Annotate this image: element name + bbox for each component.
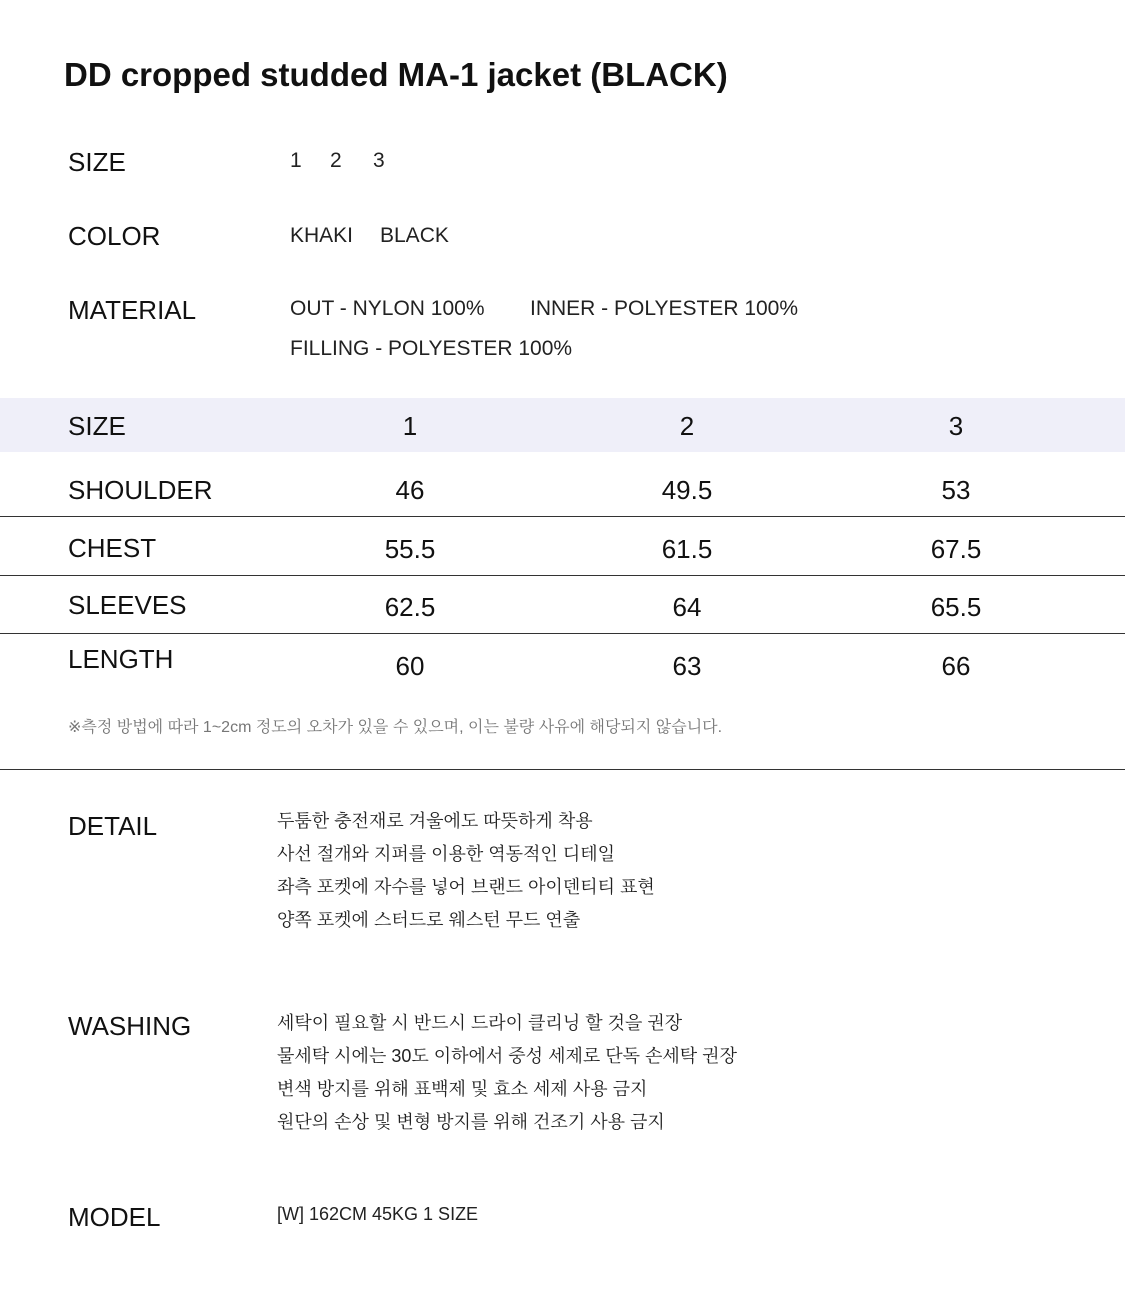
size-label: SIZE xyxy=(68,147,126,177)
washing-line: 원단의 손상 및 변형 방지를 위해 건조기 사용 금지 xyxy=(277,1112,665,1132)
detail-label: DETAIL xyxy=(68,811,158,841)
table-cell: 55.5 xyxy=(384,534,436,564)
detail-line: 사선 절개와 지퍼를 이용한 역동적인 디테일 xyxy=(277,844,615,864)
washing-line: 세탁이 필요할 시 반드시 드라이 클리닝 할 것을 권장 xyxy=(277,1013,683,1033)
table-cell: 67.5 xyxy=(930,534,982,564)
table-cell: 66 xyxy=(941,651,971,681)
table-cell: 46 xyxy=(395,475,425,505)
detail-line: 양쪽 포켓에 스터드로 웨스턴 무드 연출 xyxy=(277,910,581,930)
table-cell: 49.5 xyxy=(661,475,713,505)
model-info: [W] 162CM 45KG 1 SIZE xyxy=(277,1204,479,1224)
material-label: MATERIAL xyxy=(68,295,197,325)
divider xyxy=(0,516,1125,517)
washing-label: WASHING xyxy=(68,1011,192,1041)
detail-line: 두툼한 충전재로 겨울에도 따뜻하게 착용 xyxy=(277,811,593,831)
color-label: COLOR xyxy=(68,221,161,251)
color-black: BLACK xyxy=(380,224,449,247)
size-option-1: 1 xyxy=(290,149,302,172)
washing-text xyxy=(277,1007,737,1139)
color-khaki: KHAKI xyxy=(290,224,354,247)
material-filling: FILLING - POLYESTER 100% xyxy=(290,337,573,360)
material-out: OUT - NYLON 100% xyxy=(290,297,485,320)
table-cell: 63 xyxy=(672,651,702,681)
table-header-size: SIZE xyxy=(68,411,126,441)
detail-line: 좌측 포켓에 자수를 넣어 브랜드 아이덴티티 표현 xyxy=(277,877,655,897)
size-option-3: 3 xyxy=(373,149,385,172)
divider xyxy=(0,769,1125,770)
table-cell: 64 xyxy=(672,592,702,622)
product-title: DD cropped studded MA-1 jacket (BLACK) xyxy=(64,56,728,93)
table-cell: 61.5 xyxy=(661,534,713,564)
washing-line: 변색 방지를 위해 표백제 및 효소 세제 사용 금지 xyxy=(277,1079,648,1099)
measurement-note: ※측정 방법에 따라 1~2cm 정도의 오차가 있을 수 있으며, 이는 불량 사유에 해당되지 않습니다. xyxy=(68,719,723,736)
detail-text xyxy=(277,805,655,937)
table-header-2: 2 xyxy=(679,411,695,441)
row-label-shoulder: SHOULDER xyxy=(68,475,213,505)
row-label-chest: CHEST xyxy=(68,533,157,563)
table-cell: 60 xyxy=(395,651,425,681)
model-label: MODEL xyxy=(68,1202,161,1232)
table-cell: 53 xyxy=(941,475,971,505)
washing-line: 물세탁 시에는 30도 이하에서 중성 세제로 단독 손세탁 권장 xyxy=(277,1046,737,1066)
size-option-2: 2 xyxy=(330,149,342,172)
divider xyxy=(0,575,1125,576)
row-label-length: LENGTH xyxy=(68,644,174,674)
row-label-sleeves: SLEEVES xyxy=(68,590,187,620)
divider xyxy=(0,633,1125,634)
material-inner: INNER - POLYESTER 100% xyxy=(530,297,799,320)
table-header-1: 1 xyxy=(402,411,418,441)
table-cell: 65.5 xyxy=(930,592,982,622)
table-cell: 62.5 xyxy=(384,592,436,622)
table-header-3: 3 xyxy=(948,411,964,441)
